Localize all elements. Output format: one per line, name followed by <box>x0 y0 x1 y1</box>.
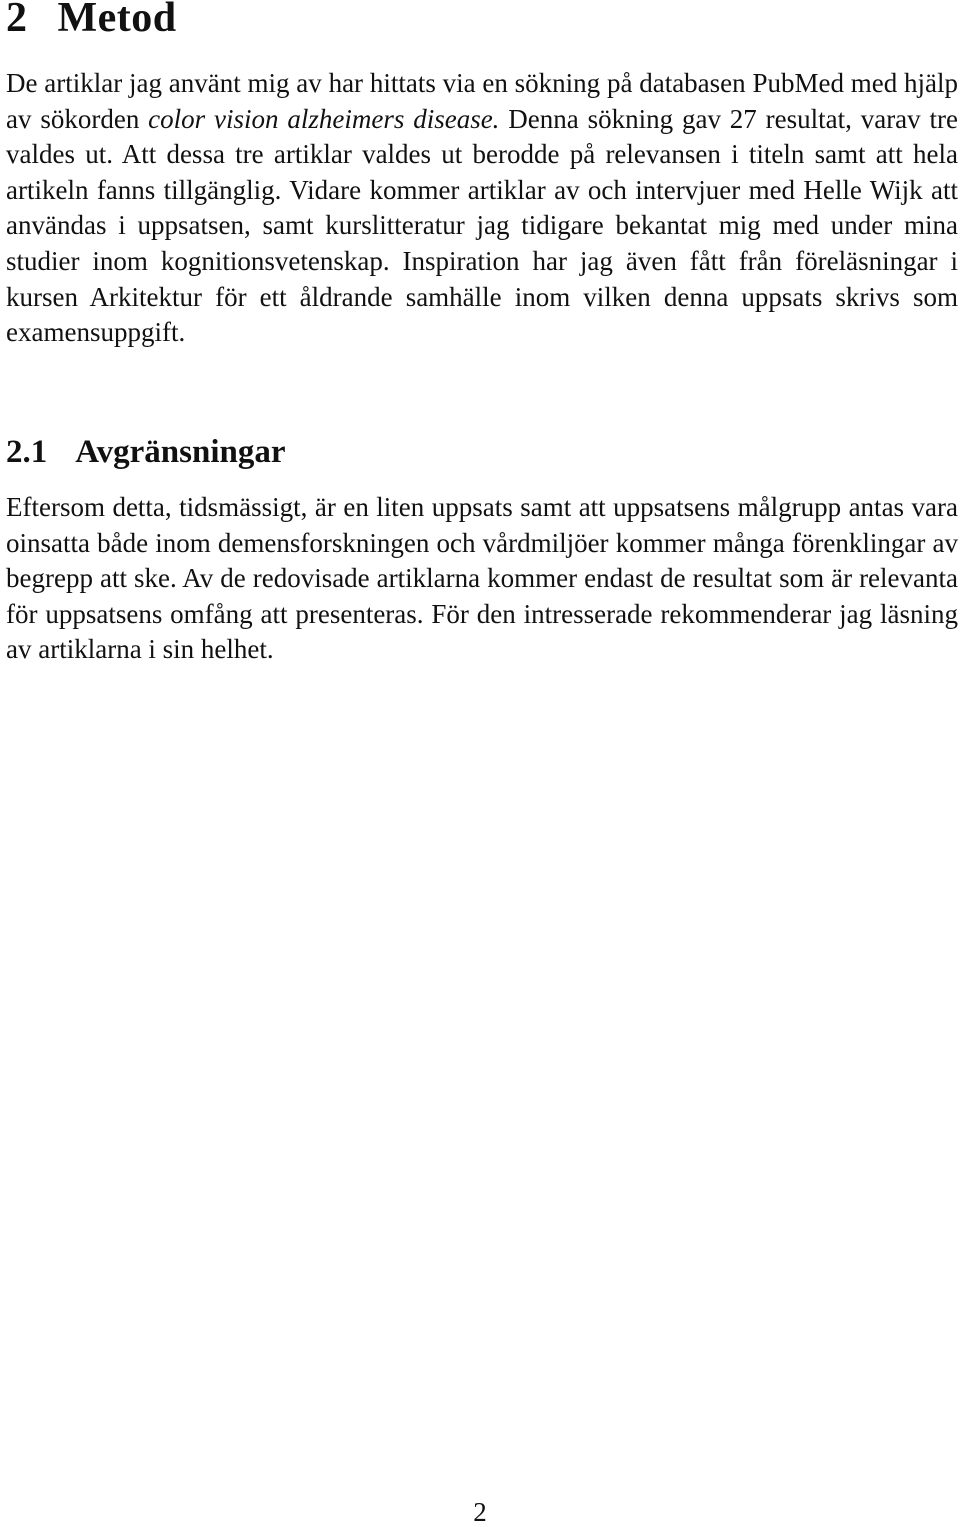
page-number: 2 <box>473 1497 487 1527</box>
paragraph-text-start: De artiklar jag använt mig av har hittats via en sökning på databasen PubMed med hjälp av sökorden <box>6 68 958 134</box>
subsection-heading <box>6 432 286 472</box>
subsection-title: Avgränsningar <box>75 434 286 470</box>
section-number: 2 <box>6 0 28 41</box>
limitations-paragraph: Eftersom detta, tidsmässigt, är en liten uppsats samt att uppsatsens målgrupp antas vara oinsatta både inom demensforskningen och vårdmiljöer kommer många förenklingar av begrepp att ske. Av de redovisade artiklarna kommer endast de resultat som är relevanta för uppsatsens omfång att presenteras. För den intresserade rekommenderar jag läsning av artiklarna i sin helhet. <box>6 492 958 665</box>
intro-paragraph <box>6 66 958 351</box>
search-terms: color vision alzheimers disease. <box>148 103 500 134</box>
paragraph-text-rest: Denna sökning gav 27 resultat, varav tre valdes ut. Att dessa tre artiklar valdes ut berodde på relevansen i titeln samt att hela artikeln fanns tillgänglig. Vidare kommer artiklar av och intervjuer med Helle Wijk att användas i uppsatsen, samt kurslitteratur jag tidigare bekantat mig med under mina studier inom kognitionsvetenskap. Inspiration har jag även fått från föreläsningar i kursen Arkitektur för ett åldrande samhälle inom vilken denna uppsats skrivs som examensuppgift. <box>6 103 958 348</box>
section-heading <box>6 0 177 40</box>
subsection-number: 2.1 <box>6 434 48 470</box>
section-title: Metod <box>57 0 177 41</box>
